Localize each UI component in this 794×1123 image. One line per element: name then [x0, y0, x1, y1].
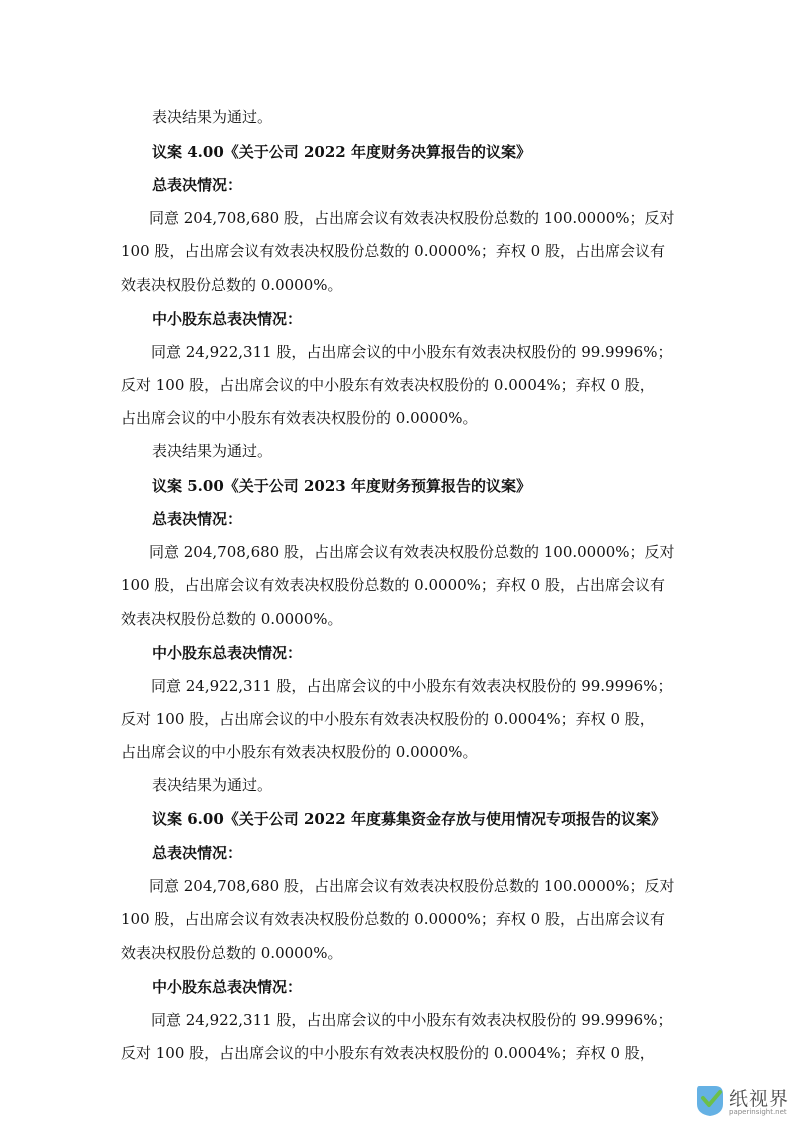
motion-heading: 议案 5.00《关于公司 2023 年度财务预算报告的议案》: [152, 477, 531, 495]
vote-paragraph-line: 同意 204,708,680 股，占出席会议有效表决权股份总数的 100.0000%；反对: [149, 877, 675, 895]
section-label: 中小股东总表决情况：: [152, 978, 303, 996]
vote-paragraph-line: 100 股，占出席会议有效表决权股份总数的 0.0000%；弃权 0 股，占出席会议有: [121, 242, 665, 260]
watermark-name: 纸视界: [729, 1088, 790, 1110]
vote-paragraph-line: 占出席会议的中小股东有效表决权股份的 0.0000%。: [121, 743, 478, 761]
section-label: 总表决情况：: [152, 510, 243, 528]
vote-paragraph-line: 效表决权股份总数的 0.0000%。: [121, 944, 343, 962]
watermark-logo: [693, 1080, 793, 1122]
vote-paragraph-line: 100 股，占出席会议有效表决权股份总数的 0.0000%；弃权 0 股，占出席会议有: [121, 576, 665, 594]
section-label: 中小股东总表决情况：: [152, 310, 303, 328]
section-label: 总表决情况：: [152, 844, 243, 862]
vote-paragraph-line: 反对 100 股，占出席会议的中小股东有效表决权股份的 0.0004%；弃权 0 股，: [121, 376, 655, 394]
vote-paragraph-line: 效表决权股份总数的 0.0000%。: [121, 276, 343, 294]
vote-paragraph-line: 反对 100 股，占出席会议的中小股东有效表决权股份的 0.0004%；弃权 0 股，: [121, 710, 655, 728]
vote-paragraph-line: 100 股，占出席会议有效表决权股份总数的 0.0000%；弃权 0 股，占出席会议有: [121, 910, 665, 928]
section-label: 中小股东总表决情况：: [152, 644, 303, 662]
vote-paragraph-line: 同意 204,708,680 股，占出席会议有效表决权股份总数的 100.0000%；反对: [149, 209, 675, 227]
vote-paragraph-line: 同意 24,922,311 股，占出席会议的中小股东有效表决权股份的 99.9996%；: [151, 1011, 673, 1029]
result-text: 表决结果为通过。: [152, 108, 273, 126]
vote-paragraph-line: 效表决权股份总数的 0.0000%。: [121, 610, 343, 628]
result-text: 表决结果为通过。: [152, 776, 273, 794]
motion-heading: 议案 6.00《关于公司 2022 年度募集资金存放与使用情况专项报告的议案》: [152, 810, 666, 828]
vote-paragraph-line: 同意 24,922,311 股，占出席会议的中小股东有效表决权股份的 99.9996%；: [151, 343, 673, 361]
vote-paragraph-line: 反对 100 股，占出席会议的中小股东有效表决权股份的 0.0004%；弃权 0 股，: [121, 1044, 655, 1062]
result-text: 表决结果为通过。: [152, 442, 273, 460]
watermark-url: paperinsight.net: [729, 1108, 787, 1116]
section-label: 总表决情况：: [152, 176, 243, 194]
vote-paragraph-line: 同意 24,922,311 股，占出席会议的中小股东有效表决权股份的 99.9996%；: [151, 677, 673, 695]
motion-heading: 议案 4.00《关于公司 2022 年度财务决算报告的议案》: [152, 143, 531, 161]
paperinsight-logo-icon: [693, 1082, 727, 1118]
vote-paragraph-line: 占出席会议的中小股东有效表决权股份的 0.0000%。: [121, 409, 478, 427]
vote-paragraph-line: 同意 204,708,680 股，占出席会议有效表决权股份总数的 100.0000%；反对: [149, 543, 675, 561]
